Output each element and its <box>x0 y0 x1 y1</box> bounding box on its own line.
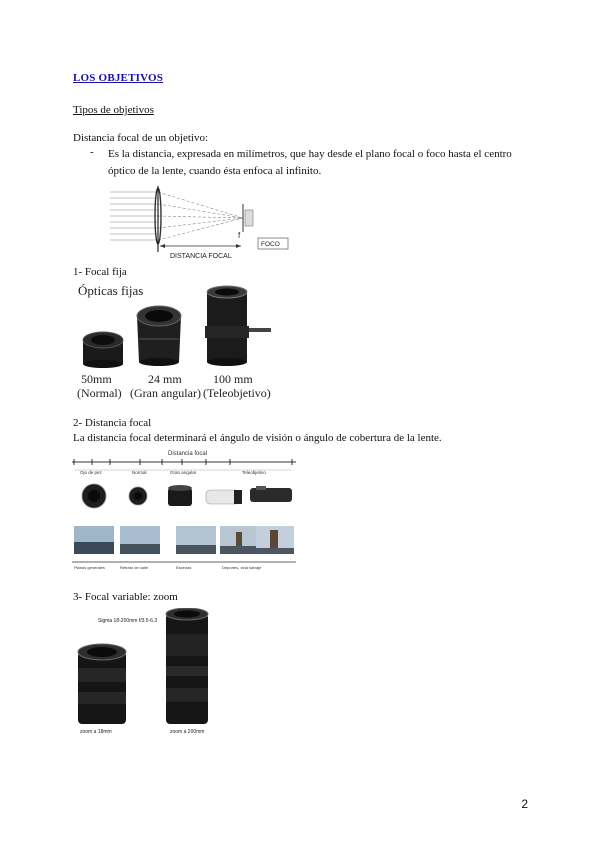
focal-figure-title: Distancia focal <box>168 451 208 457</box>
lens-24mm-type: (Gran angular) <box>130 386 201 400</box>
lens-100mm-type: (Teleobjetivo) <box>203 386 271 400</box>
row-label-street: Retrato de calle <box>120 565 149 570</box>
lens-50mm-focal: 50mm <box>81 372 112 386</box>
zoom-18mm-image <box>78 644 126 724</box>
row-label-general: Planos generales <box>74 565 105 570</box>
section2-text: La distancia focal determinará el ángulo de visión o ángulo de cobertura de la lente. <box>73 432 442 444</box>
subheading: Tipos de objetivos <box>73 104 154 116</box>
distance-label: DISTANCIA FOCAL <box>170 253 232 260</box>
f-label: f <box>238 231 241 240</box>
lens-50mm-image <box>83 332 123 368</box>
lens-24mm-focal: 24 mm <box>148 372 182 386</box>
lens-50mm-type: (Normal) <box>77 386 122 400</box>
zoom-200mm-image <box>166 608 208 724</box>
focal-def-text: Es la distancia, expresada en milímetros, que hay desde el plano focal o foco hasta el centro óptico de la lente, cuando ésta enfoca al infinito. <box>108 148 512 177</box>
zoom-caption-18mm: zoom a 18mm <box>80 729 112 735</box>
row-label-scenes: Escenas <box>176 565 192 570</box>
page-number: 2 <box>521 797 528 811</box>
bullet-marker: - <box>90 146 94 158</box>
section1-title: 1- Focal fija <box>73 266 127 278</box>
zoom-caption-200mm: zoom a 200mm <box>170 729 205 735</box>
lens-100mm-focal: 100 mm <box>213 372 253 386</box>
section3-title: 3- Focal variable: zoom <box>73 591 178 603</box>
row-label-sports: Deportes, vida salvaje <box>222 565 262 570</box>
lens-24mm-image <box>137 306 181 366</box>
fixed-lenses-figure <box>75 284 275 374</box>
fixed-lens-figure-title: Ópticas fijas <box>78 283 144 298</box>
category-normal: Normal <box>132 470 147 475</box>
focal-def-label: Distancia focal de un objetivo: <box>73 132 209 144</box>
section2-title: 2- Distancia focal <box>73 417 152 429</box>
focal-distance-figure <box>70 446 300 578</box>
category-wide-angle: Gran angular <box>170 470 197 475</box>
category-fisheye: Ojo de pez <box>80 470 102 475</box>
focus-label: FOCO <box>261 241 280 248</box>
category-telephoto: Teleobjetivo <box>242 470 266 475</box>
lens-100mm-image <box>205 286 271 366</box>
focal-distance-diagram <box>108 186 293 266</box>
zoom-figure-title: Sigma 18-200mm f/3.5-6.3 <box>98 618 158 624</box>
zoom-lens-figure <box>72 608 222 736</box>
heading: LOS OBJETIVOS <box>73 72 164 84</box>
